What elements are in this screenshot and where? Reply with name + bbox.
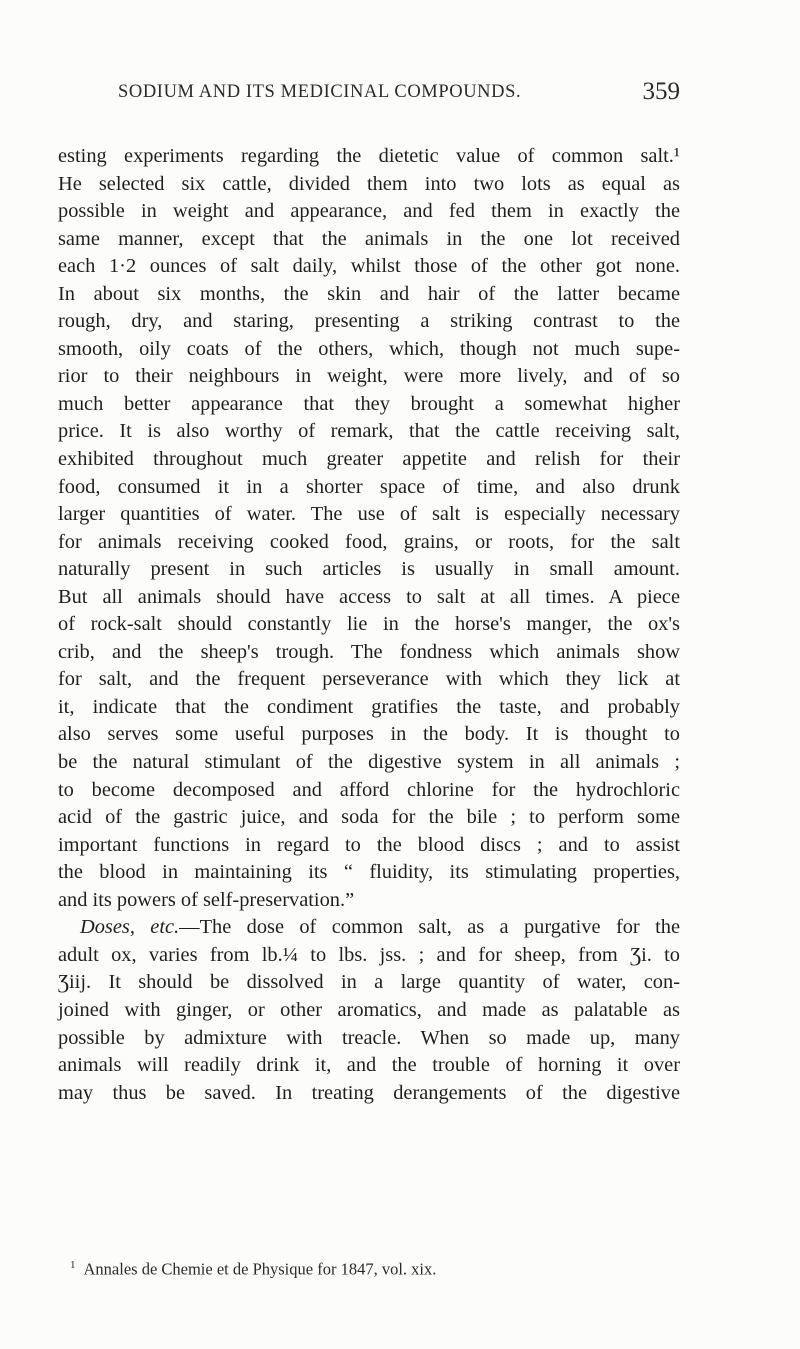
text-line: exhibited throughout much greater appetite and relish for their: [58, 448, 680, 471]
text-line: same manner, except that the animals in the one lot received: [58, 227, 680, 250]
text-line: rior to their neighbours in weight, were more lively, and of so: [58, 365, 680, 388]
text-line: larger quantities of water. The use of salt is especially necessary: [58, 503, 680, 526]
page-number: 359: [642, 78, 680, 105]
text-line: adult ox, varies from lb.¼ to lbs. jss. ; and for sheep, from Ʒi. to: [58, 943, 680, 966]
text-line: of rock-salt should constantly lie in the horse's manger, the ox's: [58, 613, 680, 636]
running-header: [118, 78, 680, 112]
text-line: He selected six cattle, divided them into two lots as equal as: [58, 172, 680, 195]
footnote-mark: 1: [70, 1259, 76, 1271]
text-line: In about six months, the skin and hair of the latter became: [58, 282, 680, 305]
text-line: smooth, oily coats of the others, which, though not much supe-: [58, 337, 680, 360]
text-line: animals will readily drink it, and the trouble of horning it over: [58, 1054, 680, 1077]
text-line: for animals receiving cooked food, grains, or roots, for the salt: [58, 530, 680, 553]
text-line: also serves some useful purposes in the body. It is thought to: [58, 723, 680, 746]
text-line: each 1·2 ounces of salt daily, whilst those of the other got none.: [58, 255, 680, 278]
text-line: esting experiments regarding the dietetic value of common salt.¹: [58, 145, 680, 167]
text-line: to become decomposed and afford chlorine for the hydrochloric: [58, 778, 680, 801]
text-line: crib, and the sheep's trough. The fondness which animals show: [58, 640, 680, 663]
doses-heading: Doses, etc.: [80, 916, 180, 939]
text-line: naturally present in such articles is usually in small amount.: [58, 558, 680, 581]
text-line: But all animals should have access to salt at all times. A piece: [58, 585, 680, 608]
footnote-text: Annales de Chemie et de Physique for 1847, vol. xix.: [83, 1259, 437, 1279]
text-line: food, consumed it in a shorter space of time, and also drunk: [58, 475, 680, 498]
running-title: SODIUM AND ITS MEDICINAL COMPOUNDS.: [118, 82, 522, 102]
text-line: may thus be saved. In treating derangements of the digestive: [58, 1081, 680, 1104]
text-line: joined with ginger, or other aromatics, and made as palatable as: [58, 998, 680, 1021]
text-line: possible in weight and appearance, and fed them in exactly the: [58, 200, 680, 223]
text-line: acid of the gastric juice, and soda for the bile ; to perform some: [58, 806, 680, 829]
text-line: rough, dry, and staring, presenting a striking contrast to the: [58, 310, 680, 333]
text-line: price. It is also worthy of remark, that the cattle receiving salt,: [58, 420, 680, 443]
doses-paragraph-start: [58, 914, 680, 942]
text-line: the blood in maintaining its “ fluidity, its stimulating properties,: [58, 861, 680, 884]
text-line: much better appearance that they brought a somewhat higher: [58, 392, 680, 415]
text-line: be the natural stimulant of the digestive system in all animals ;: [58, 751, 680, 774]
text-line: it, indicate that the condiment gratifies the taste, and probably: [58, 695, 680, 718]
body-text: [58, 143, 680, 1107]
text-line: for salt, and the frequent perseverance with which they lick at: [58, 668, 680, 691]
text-line: possible by admixture with treacle. When so made up, many: [58, 1026, 680, 1049]
doses-first-line-text: —The dose of common salt, as a purgative for the: [179, 916, 680, 939]
footnote: [58, 1259, 680, 1280]
text-line: important functions in regard to the blood discs ; and to assist: [58, 833, 680, 856]
text-line: Ʒiij. It should be dissolved in a large quantity of water, con-: [58, 971, 680, 994]
text-line: and its powers of self-preservation.”: [58, 888, 355, 911]
